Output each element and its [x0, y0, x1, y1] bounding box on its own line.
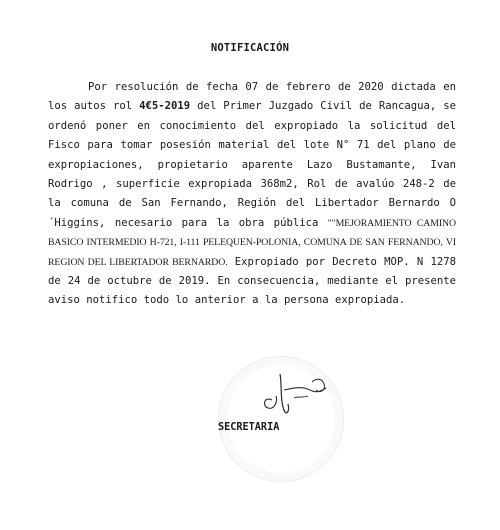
notification-body: [48, 78, 456, 311]
signature-icon: [250, 360, 340, 420]
body-continuation: del Primer Juzgado Civil de Rancagua, se ordenó poner en conocimiento del expropiado la solicitud del Fisco para tomar posesión material del lote N° 71 del plano de expropiaciones, propietario aparente Lazo Bustamante, Ivan Rodrigo , superficie expropiada 368m2, Rol de avalúo 248-2 de la comuna de San Fernando, Región del Libertador Bernardo O´Higgins, necesario para la obra pública: [48, 100, 457, 229]
public-work-name: ""MEJORAMIENTO CAMINO BASICO INTERMEDIO H-721, I-111 PELEQUEN-POLONIA, COMUNA DE SAN FERNANDO, VI REGION DEL LIBERTADOR BERNARDO.: [48, 217, 456, 268]
body-intro: Por resolución de fecha 07 de febrero de 2020 dictada en los autos rol: [48, 81, 456, 113]
signer-role: SECRETARIA: [218, 422, 280, 433]
case-rol: 4€5-2019: [139, 100, 191, 113]
document-title: NOTIFICACIÓN: [210, 42, 290, 54]
body-ending: Expropiado por Decreto MOP. N 1278 de 24 de octubre de 2019. En consecuencia, mediante el presente aviso notifico todo lo anterior a la persona expropiada.: [48, 255, 456, 307]
